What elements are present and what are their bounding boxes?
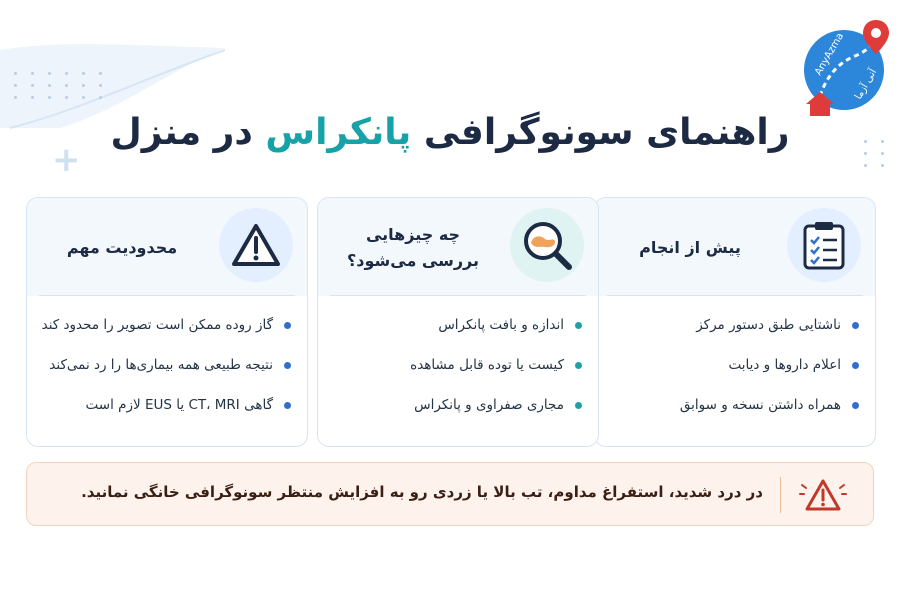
anyazma-logo (800, 16, 890, 116)
card-list (41, 314, 293, 434)
list-item: گاز روده ممکن است تصویر را محدود کند (41, 314, 293, 354)
title-part-2: در منزل (110, 112, 253, 153)
bullet-dot (852, 362, 859, 369)
list-item: گاهی CT، MRI یا EUS لازم است (41, 394, 293, 434)
list-item: همراه داشتن نسخه و سوابق (609, 394, 861, 434)
card-title: محدودیت مهم (66, 238, 178, 257)
logo-text-latin: AnyAzma (813, 31, 847, 78)
list-item: نتیجه طبیعی همه بیماری‌ها را رد نمی‌کند (41, 354, 293, 394)
bullet-dot (575, 402, 582, 409)
list-item: ناشتایی طبق دستور مرکز (609, 314, 861, 354)
bullet-dot (852, 402, 859, 409)
card-header (27, 198, 307, 296)
card-title-line-2: بررسی می‌شود؟ (347, 251, 480, 270)
card-important-limitation (26, 197, 308, 447)
bullet-dot (575, 362, 582, 369)
bullet-dot (284, 322, 291, 329)
alert-divider (780, 477, 781, 513)
bullet-dot (284, 402, 291, 409)
decorative-plus-icon: + (52, 140, 81, 180)
alert-triangle-icon (799, 475, 847, 515)
decorative-dots (14, 72, 107, 99)
card-title: پیش از انجام (639, 238, 741, 257)
bullet-dot (575, 322, 582, 329)
card-before-procedure (594, 197, 876, 447)
title-accent: پانکراس (265, 112, 412, 153)
card-title (328, 220, 498, 276)
bullet-dot (284, 362, 291, 369)
card-list (609, 314, 861, 434)
card-what-is-checked (317, 197, 599, 447)
title-part-1: راهنمای سونوگرافی (423, 112, 790, 153)
magnifier-pancreas-icon (510, 208, 584, 282)
card-header (595, 198, 875, 296)
page-title (0, 112, 900, 172)
list-item: اندازه و بافت پانکراس (332, 314, 584, 354)
list-item: کیست یا توده قابل مشاهده (332, 354, 584, 394)
list-item: مجاری صفراوی و پانکراس (332, 394, 584, 434)
alert-text: در درد شدید، استفراغ مداوم، تب بالا یا زردی رو به افزایش منتظر سونوگرافی خانگی نمانید. (81, 483, 763, 501)
bullet-dot (852, 322, 859, 329)
clipboard-checklist-icon (787, 208, 861, 282)
card-title-line-1: چه چیزهایی (365, 225, 461, 244)
card-list (332, 314, 584, 434)
emergency-alert (26, 462, 874, 526)
card-header (318, 198, 598, 296)
warning-triangle-icon (219, 208, 293, 282)
logo-text-persian: آنی آزما (853, 67, 880, 102)
list-item: اعلام داروها و دیابت (609, 354, 861, 394)
